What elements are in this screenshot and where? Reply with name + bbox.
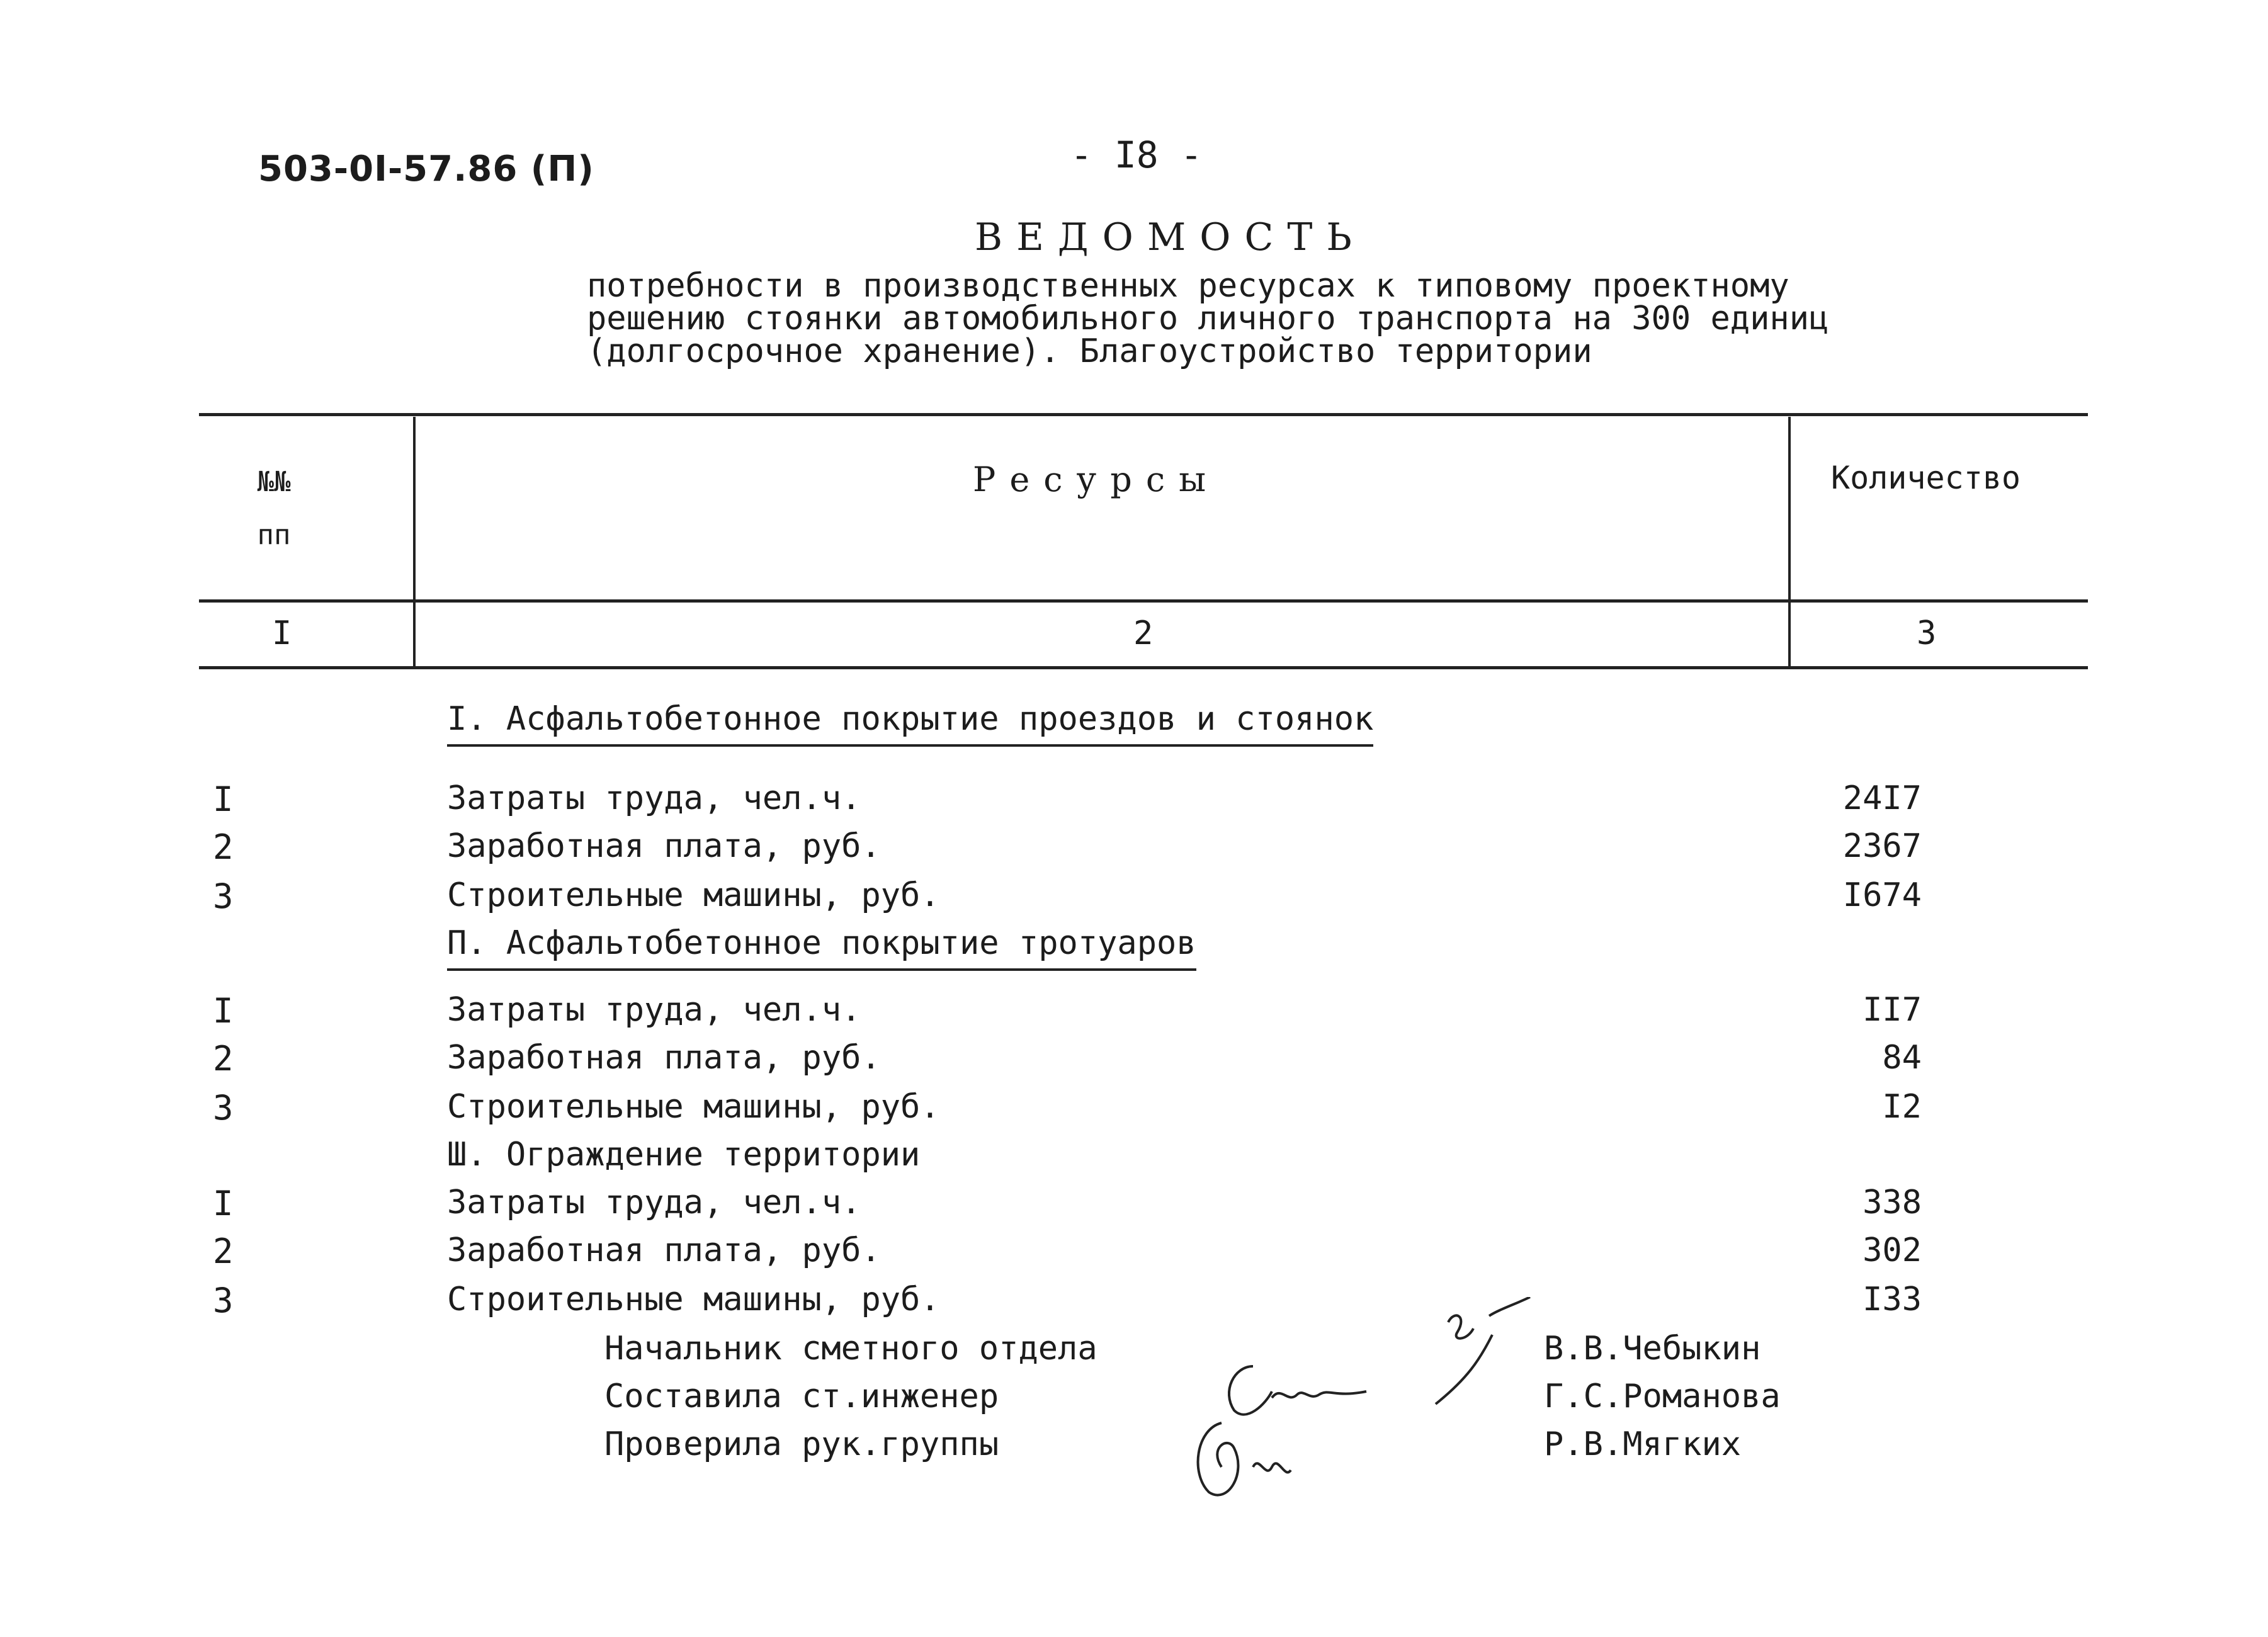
page-number: - I8 -	[1070, 133, 1203, 176]
signature-name: В.В.Чебыкин	[1544, 1330, 1761, 1368]
row-resource: Заработная плата, руб.	[447, 827, 881, 865]
handwritten-signature-chief	[1429, 1297, 1543, 1410]
row-resource: Строительные машины, руб.	[447, 1088, 940, 1126]
row-number: 3	[213, 1281, 234, 1320]
row-quantity: I2	[1882, 1088, 1922, 1126]
row-resource: Строительные машины, руб.	[447, 876, 940, 914]
table-column-divider	[413, 417, 416, 666]
handwritten-signature-group-head	[1184, 1410, 1310, 1511]
row-resource: Затраты труда, чел.ч.	[447, 1184, 861, 1221]
column-header-number: №№ пп	[257, 466, 291, 551]
row-resource: Затраты труда, чел.ч.	[447, 779, 861, 817]
signature-name: Р.В.Мягких	[1544, 1425, 1742, 1463]
column-index: 2	[1133, 615, 1154, 652]
table-column-divider	[1788, 417, 1791, 666]
column-index: 3	[1917, 615, 1937, 652]
row-number: I	[213, 779, 234, 819]
document-subtitle: потребности в производственных ресурсах к типовому проектному решению стоянки автомобильного личного транспорта на 300 единиц (долгосрочное хранение). Благоустройство территории	[587, 267, 1829, 370]
section-title-text: Ш. Ограждение территории	[447, 1136, 921, 1174]
row-resource: Затраты труда, чел.ч.	[447, 991, 861, 1029]
row-quantity: 24I7	[1842, 779, 1922, 817]
row-resource: Заработная плата, руб.	[447, 1232, 881, 1269]
document-code: 503-0I-57.86 (П)	[258, 149, 594, 190]
row-number: 2	[213, 827, 234, 867]
row-number: 3	[213, 876, 234, 916]
section-title	[447, 1136, 920, 1174]
table-top-rule	[199, 413, 2088, 416]
document-title: ВЕДОМОСТЬ	[975, 215, 1366, 259]
row-number: I	[213, 1184, 234, 1223]
column-header-resources: Ресурсы	[973, 460, 1220, 499]
column-header-quantity: Количество	[1831, 460, 2021, 496]
row-quantity: 2367	[1842, 827, 1922, 865]
section-title	[447, 924, 1196, 971]
row-number: 3	[213, 1088, 234, 1128]
row-number: I	[213, 991, 234, 1031]
row-resource: Строительные машины, руб.	[447, 1281, 940, 1318]
row-quantity: 302	[1863, 1232, 1922, 1269]
row-quantity: 338	[1863, 1184, 1922, 1221]
signature-role: Проверила рук.группы	[604, 1425, 999, 1463]
section-title	[447, 700, 1373, 747]
column-index: I	[272, 615, 292, 652]
row-quantity: II7	[1863, 991, 1922, 1029]
row-quantity: I674	[1842, 876, 1922, 914]
signature-role: Составила ст.инженер	[604, 1378, 999, 1415]
signature-role: Начальник сметного отдела	[604, 1330, 1097, 1368]
section-title-text: П. Асфальтобетонное покрытие тротуаров	[447, 924, 1196, 971]
row-number: 2	[213, 1039, 234, 1079]
row-quantity: I33	[1863, 1281, 1922, 1318]
section-title-text: I. Асфальтобетонное покрытие проездов и стоянок	[447, 700, 1373, 747]
row-number: 2	[213, 1232, 234, 1271]
row-quantity: 84	[1882, 1039, 1922, 1077]
table-header-rule	[199, 599, 2088, 603]
signature-name: Г.С.Романова	[1544, 1378, 1781, 1415]
table-index-rule	[199, 666, 2088, 669]
row-resource: Заработная плата, руб.	[447, 1039, 881, 1077]
